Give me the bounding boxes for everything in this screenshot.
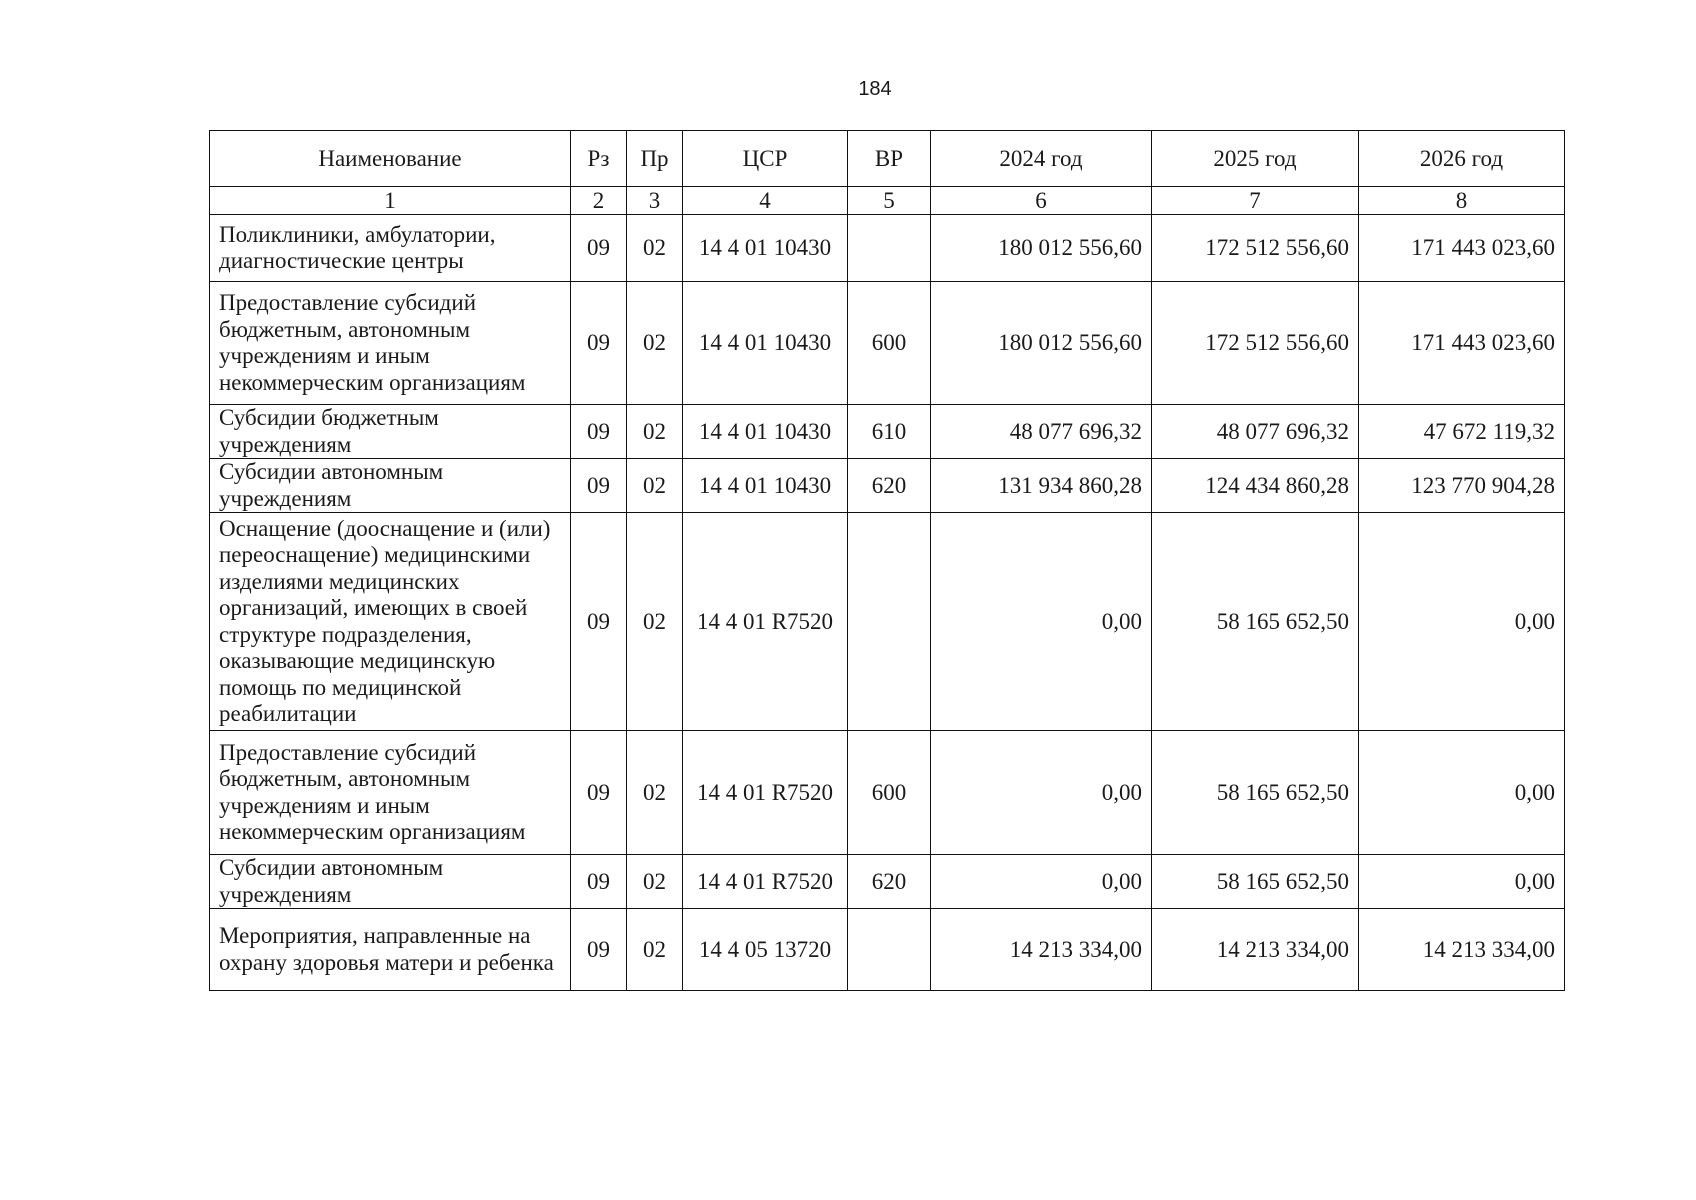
column-number: 3 (627, 187, 683, 215)
row-rz: 09 (571, 215, 627, 282)
column-number: 8 (1359, 187, 1565, 215)
row-pr: 02 (627, 909, 683, 991)
row-pr: 02 (627, 405, 683, 459)
row-rz: 09 (571, 513, 627, 731)
row-rz: 09 (571, 459, 627, 513)
row-vr: 620 (848, 459, 931, 513)
header-rz: Рз (571, 131, 627, 187)
row-vr (848, 909, 931, 991)
row-amount-2024: 180 012 556,60 (931, 282, 1152, 405)
table-row (210, 731, 1565, 855)
row-pr: 02 (627, 731, 683, 855)
row-amount-2025: 58 165 652,50 (1152, 513, 1359, 731)
header-vr: ВР (848, 131, 931, 187)
row-rz: 09 (571, 405, 627, 459)
row-rz: 09 (571, 282, 627, 405)
header-2026: 2026 год (1359, 131, 1565, 187)
row-name: Субсидии автономным учреждениям (210, 855, 571, 909)
table-row (210, 282, 1565, 405)
row-vr: 620 (848, 855, 931, 909)
row-amount-2026: 171 443 023,60 (1359, 215, 1565, 282)
row-csr: 14 4 01 10430 (683, 405, 848, 459)
row-vr (848, 215, 931, 282)
row-name: Предоставление субсидий бюджетным, автономным учреждениям и иным некоммерческим организациям (210, 731, 571, 855)
budget-table (209, 130, 1565, 991)
row-amount-2025: 48 077 696,32 (1152, 405, 1359, 459)
table-row (210, 215, 1565, 282)
row-pr: 02 (627, 459, 683, 513)
column-number: 5 (848, 187, 931, 215)
row-vr: 600 (848, 282, 931, 405)
row-csr: 14 4 01 10430 (683, 459, 848, 513)
row-csr: 14 4 01 R7520 (683, 513, 848, 731)
row-amount-2024: 0,00 (931, 513, 1152, 731)
column-number: 7 (1152, 187, 1359, 215)
row-amount-2024: 0,00 (931, 855, 1152, 909)
row-amount-2025: 14 213 334,00 (1152, 909, 1359, 991)
row-amount-2024: 180 012 556,60 (931, 215, 1152, 282)
table-row (210, 513, 1565, 731)
row-name: Поликлиники, амбулатории, диагностические центры (210, 215, 571, 282)
table-header-row (210, 131, 1565, 187)
header-pr: Пр (627, 131, 683, 187)
row-amount-2024: 14 213 334,00 (931, 909, 1152, 991)
column-number: 2 (571, 187, 627, 215)
row-amount-2024: 131 934 860,28 (931, 459, 1152, 513)
header-2025: 2025 год (1152, 131, 1359, 187)
column-number-row (210, 187, 1565, 215)
row-csr: 14 4 05 13720 (683, 909, 848, 991)
header-csr: ЦСР (683, 131, 848, 187)
row-name: Субсидии бюджетным учреждениям (210, 405, 571, 459)
row-amount-2025: 172 512 556,60 (1152, 215, 1359, 282)
row-pr: 02 (627, 855, 683, 909)
row-pr: 02 (627, 282, 683, 405)
row-amount-2025: 172 512 556,60 (1152, 282, 1359, 405)
column-number: 4 (683, 187, 848, 215)
row-csr: 14 4 01 10430 (683, 282, 848, 405)
page-number: 184 (858, 78, 892, 100)
table-row (210, 855, 1565, 909)
row-rz: 09 (571, 909, 627, 991)
table-row (210, 459, 1565, 513)
row-csr: 14 4 01 10430 (683, 215, 848, 282)
row-pr: 02 (627, 215, 683, 282)
row-amount-2026: 47 672 119,32 (1359, 405, 1565, 459)
row-amount-2025: 58 165 652,50 (1152, 855, 1359, 909)
row-name: Субсидии автономным учреждениям (210, 459, 571, 513)
row-vr (848, 513, 931, 731)
row-amount-2026: 0,00 (1359, 513, 1565, 731)
row-amount-2026: 171 443 023,60 (1359, 282, 1565, 405)
column-number: 1 (210, 187, 571, 215)
row-amount-2026: 14 213 334,00 (1359, 909, 1565, 991)
row-amount-2024: 48 077 696,32 (931, 405, 1152, 459)
header-name: Наименование (210, 131, 571, 187)
row-rz: 09 (571, 855, 627, 909)
row-csr: 14 4 01 R7520 (683, 731, 848, 855)
row-rz: 09 (571, 731, 627, 855)
row-amount-2025: 58 165 652,50 (1152, 731, 1359, 855)
row-vr: 610 (848, 405, 931, 459)
row-name: Предоставление субсидий бюджетным, автономным учреждениям и иным некоммерческим организациям (210, 282, 571, 405)
row-amount-2024: 0,00 (931, 731, 1152, 855)
row-amount-2026: 123 770 904,28 (1359, 459, 1565, 513)
header-2024: 2024 год (931, 131, 1152, 187)
row-amount-2025: 124 434 860,28 (1152, 459, 1359, 513)
row-csr: 14 4 01 R7520 (683, 855, 848, 909)
table-row (210, 909, 1565, 991)
row-name: Оснащение (дооснащение и (или) переоснащение) медицинскими изделиями медицинских организаций, имеющих в своей структуре подразделения, оказывающие медицинскую помощь по медицинской реабилитации (210, 513, 571, 731)
column-number: 6 (931, 187, 1152, 215)
row-name: Мероприятия, направленные на охрану здоровья матери и ребенка (210, 909, 571, 991)
row-vr: 600 (848, 731, 931, 855)
table-row (210, 405, 1565, 459)
row-amount-2026: 0,00 (1359, 731, 1565, 855)
row-pr: 02 (627, 513, 683, 731)
row-amount-2026: 0,00 (1359, 855, 1565, 909)
